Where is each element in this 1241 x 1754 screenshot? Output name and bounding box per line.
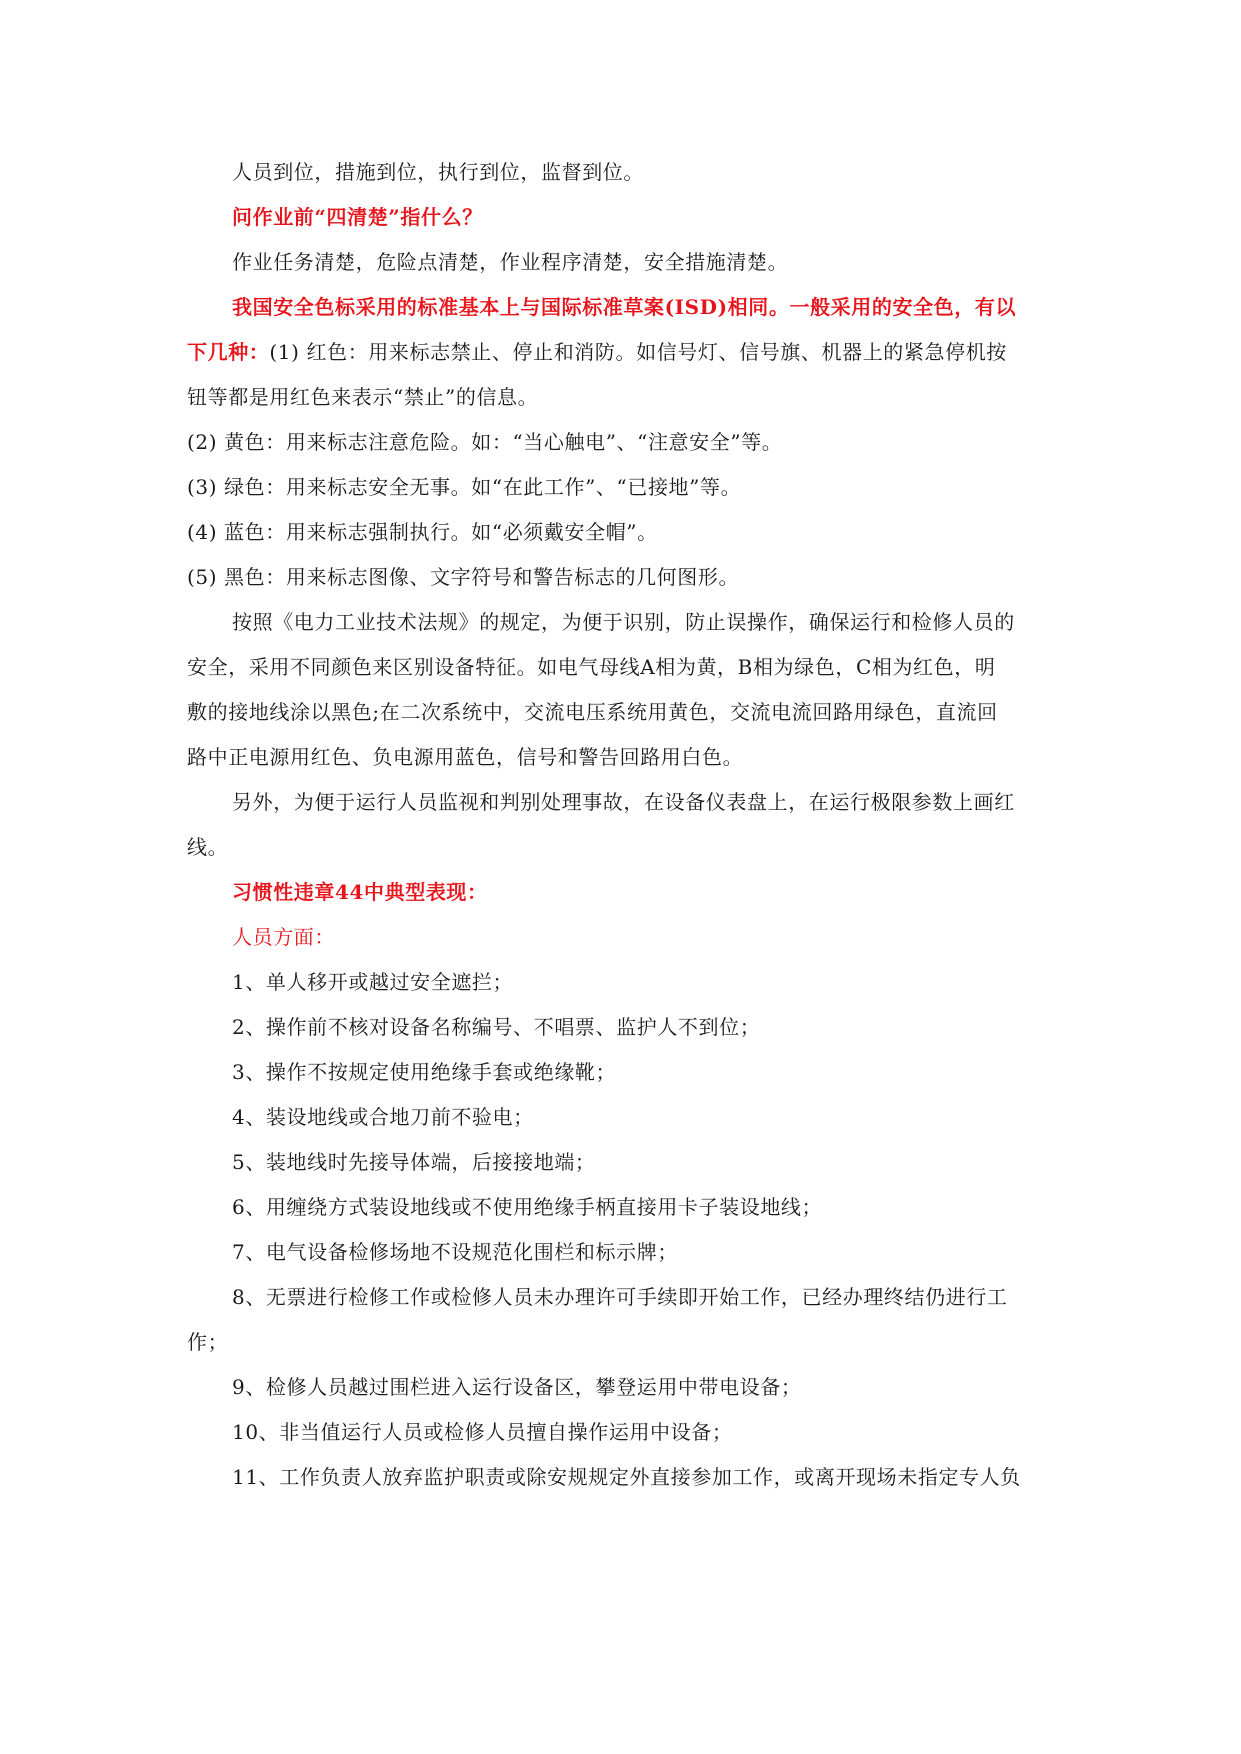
list-item: 11、工作负责人放弃监护职责或除安规规定外直接参加工作，或离开现场未指定专人负 <box>232 1465 1021 1489</box>
yellow-color-definition: (2) 黄色：用来标志注意危险。如：“当心触电”、“注意安全”等。 <box>187 430 783 454</box>
regulation-paragraph-line-2: 安全，采用不同颜色来区别设备特征。如电气母线A相为黄，B相为绿色，C相为红色，明 <box>187 655 996 679</box>
green-color-definition: (3) 绿色：用来标志安全无事。如“在此工作”、“已接地”等。 <box>187 475 742 499</box>
list-item: 1、单人移开或越过安全遮拦； <box>232 970 514 994</box>
red-color-definition-cont: 钮等都是用红色来表示“禁止”的信息。 <box>187 385 539 409</box>
additional-paragraph-line-2: 线。 <box>187 835 229 859</box>
paragraph-personnel-in-place: 人员到位，措施到位，执行到位，监督到位。 <box>232 160 644 184</box>
red-color-definition: (1) 红色：用来标志禁止、停止和消防。如信号灯、信号旗、机器上的紧急停机按 <box>269 340 1007 364</box>
list-item: 6、用缠绕方式装设地线或不使用绝缘手柄直接用卡子装设地线； <box>232 1195 823 1219</box>
list-item: 4、装设地线或合地刀前不验电； <box>232 1105 534 1129</box>
list-item: 5、装地线时先接导体端，后接接地端； <box>232 1150 596 1174</box>
safety-color-line-2 <box>187 338 1007 366</box>
list-item: 9、检修人员越过围栏进入运行设备区，攀登运用中带电设备； <box>232 1375 802 1399</box>
regulation-paragraph-line-3: 敷的接地线涂以黑色;在二次系统中，交流电压系统用黄色，交流电流回路用绿色，直流回 <box>187 700 998 724</box>
list-item: 8、无票进行检修工作或检修人员未办理许可手续即开始工作，已经办理终结仍进行工 <box>232 1285 1008 1309</box>
question-four-clears: 问作业前“四清楚”指什么？ <box>232 205 483 229</box>
regulation-paragraph-line-4: 路中正电源用红色、负电源用蓝色，信号和警告回路用白色。 <box>187 745 744 769</box>
personnel-subheading: 人员方面： <box>232 925 335 949</box>
safety-color-heading: 我国安全色标采用的标准基本上与国际标准草案(ISD)相同。一般采用的安全色，有以 <box>232 295 1017 319</box>
list-item: 7、电气设备检修场地不设规范化围栏和标示牌； <box>232 1240 678 1264</box>
blue-color-definition: (4) 蓝色：用来标志强制执行。如“必须戴安全帽”。 <box>187 520 658 544</box>
additional-paragraph-line-1: 另外，为便于运行人员监视和判别处理事故，在设备仪表盘上，在运行极限参数上画红 <box>232 790 1015 814</box>
list-item: 3、操作不按规定使用绝缘手套或绝缘靴； <box>232 1060 617 1084</box>
regulation-paragraph-line-1: 按照《电力工业技术法规》的规定，为便于识别，防止误操作，确保运行和检修人员的 <box>232 610 1015 634</box>
violation-heading: 习惯性违章44中典型表现： <box>232 880 488 904</box>
list-item: 2、操作前不核对设备名称编号、不唱票、监护人不到位； <box>232 1015 761 1039</box>
answer-four-clears: 作业任务清楚，危险点清楚，作业程序清楚，安全措施清楚。 <box>232 250 789 274</box>
list-item-continuation: 作； <box>187 1330 229 1354</box>
black-color-definition: (5) 黑色：用来标志图像、文字符号和警告标志的几何图形。 <box>187 565 740 589</box>
list-item: 10、非当值运行人员或检修人员擅自操作运用中设备； <box>232 1420 733 1444</box>
safety-color-heading-tail: 下几种： <box>187 340 270 364</box>
